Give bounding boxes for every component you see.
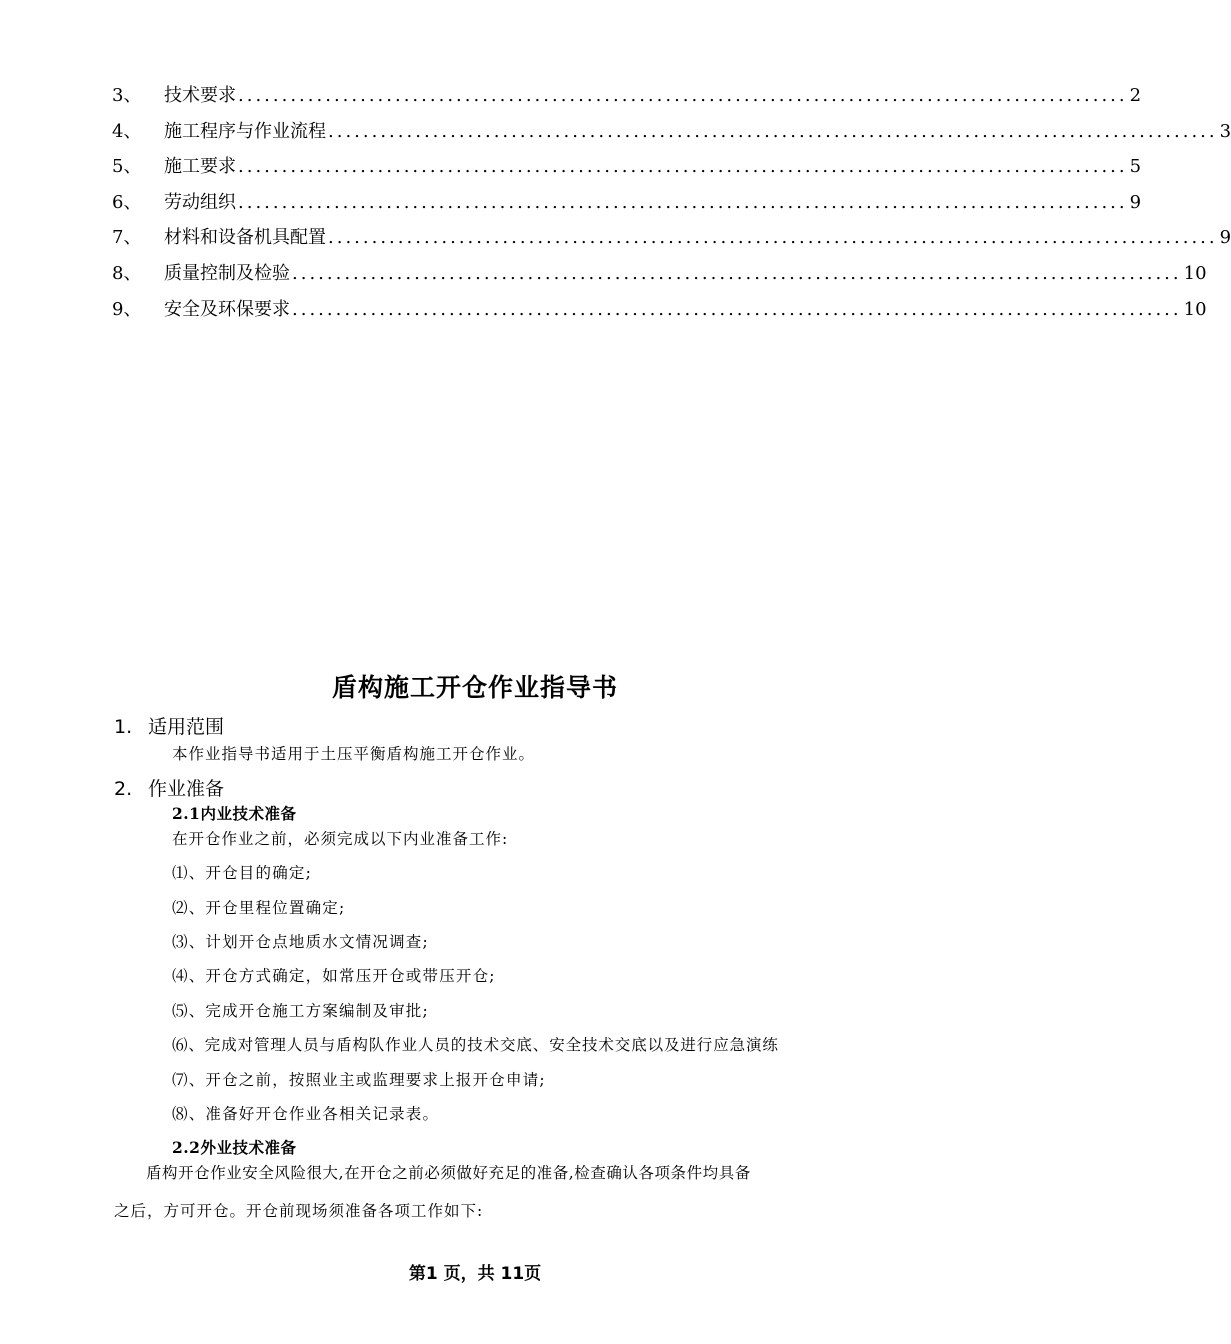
toc-page-number: 5 — [1129, 156, 1142, 178]
toc-number: 9、 — [112, 298, 142, 320]
internal-intro: 在开仓作业之前，必须完成以下内业准备工作: — [172, 830, 509, 848]
toc-title: 施工要求 — [164, 156, 236, 178]
toc-entry[interactable] — [112, 114, 1231, 150]
external-paragraph-line2: 之后，方可开仓。开仓前现场须准备各项工作如下: — [114, 1202, 484, 1220]
toc-title: 材料和设备机具配置 — [164, 227, 326, 249]
toc-leader: ...................................................................................................... — [238, 85, 1128, 106]
toc-page-number: 9 — [1129, 191, 1142, 213]
list-item: ⑺、开仓之前，按照业主或监理要求上报开仓申请; — [172, 1071, 546, 1089]
toc-page-number: 2 — [1129, 85, 1142, 106]
list-item: ⑶、计划开仓点地质水文情况调查; — [172, 933, 429, 951]
toc-title: 技术要求 — [164, 85, 236, 106]
toc-page-number: 10 — [1183, 262, 1207, 284]
list-item: ⑸、完成开仓施工方案编制及审批; — [172, 1002, 429, 1020]
toc-number: 3、 — [112, 85, 142, 106]
toc-page-number: 9 — [1219, 227, 1231, 249]
toc-number: 6、 — [112, 191, 142, 213]
scope-paragraph: 本作业指导书适用于土压平衡盾构施工开仓作业。 — [172, 745, 536, 763]
section-heading-scope — [114, 712, 224, 739]
list-item: ⑻、准备好开仓作业各相关记录表。 — [172, 1105, 440, 1123]
toc-leader: ...................................................................................................... — [238, 191, 1128, 213]
toc-title: 劳动组织 — [164, 191, 236, 213]
toc-entry[interactable] — [112, 185, 1142, 221]
toc-title: 安全及环保要求 — [164, 298, 290, 320]
toc-number: 8、 — [112, 262, 142, 284]
list-item: ⑴、开仓目的确定; — [172, 864, 313, 882]
toc-leader: ...................................................................................................... — [292, 298, 1182, 320]
section-title: 作业准备 — [148, 778, 225, 800]
toc-leader: ...................................................................................................... — [328, 120, 1218, 142]
toc-page-number: 10 — [1183, 298, 1207, 320]
section-number: 1. — [114, 716, 133, 738]
toc-entry[interactable] — [112, 256, 1207, 292]
subsection-heading-internal: 2.1内业技术准备 — [172, 804, 297, 823]
table-of-contents — [112, 78, 1231, 327]
toc-entry[interactable] — [112, 220, 1231, 256]
toc-entry[interactable] — [112, 149, 1142, 185]
page-footer: 第1 页，共 11页 — [408, 1264, 542, 1284]
toc-number: 5、 — [112, 156, 142, 178]
toc-entry[interactable] — [112, 292, 1207, 328]
section-number: 2. — [114, 778, 133, 800]
list-item: ⑷、开仓方式确定，如常压开仓或带压开仓; — [172, 967, 496, 985]
list-item: ⑵、开仓里程位置确定; — [172, 899, 346, 917]
toc-number: 7、 — [112, 227, 142, 249]
section-title: 适用范围 — [148, 716, 225, 738]
toc-title: 施工程序与作业流程 — [164, 120, 326, 142]
list-item: ⑹、完成对管理人员与盾构队作业人员的技术交底、安全技术交底以及进行应急演练 — [172, 1036, 779, 1054]
subsection-heading-external: 2.2外业技术准备 — [172, 1138, 297, 1157]
toc-number: 4、 — [112, 120, 142, 142]
toc-leader: ...................................................................................................... — [292, 262, 1182, 284]
external-paragraph-line1: 盾构开仓作业安全风险很大,在开仓之前必须做好充足的准备,检查确认各项条件均具备 — [146, 1164, 751, 1182]
toc-leader: ...................................................................................................... — [328, 227, 1218, 249]
toc-leader: ...................................................................................................... — [238, 156, 1128, 178]
toc-page-number: 3 — [1219, 120, 1231, 142]
document-title: 盾构施工开仓作业指导书 — [331, 673, 618, 702]
toc-entry[interactable] — [112, 78, 1142, 114]
toc-title: 质量控制及检验 — [164, 262, 290, 284]
section-heading-preparation — [114, 774, 224, 801]
